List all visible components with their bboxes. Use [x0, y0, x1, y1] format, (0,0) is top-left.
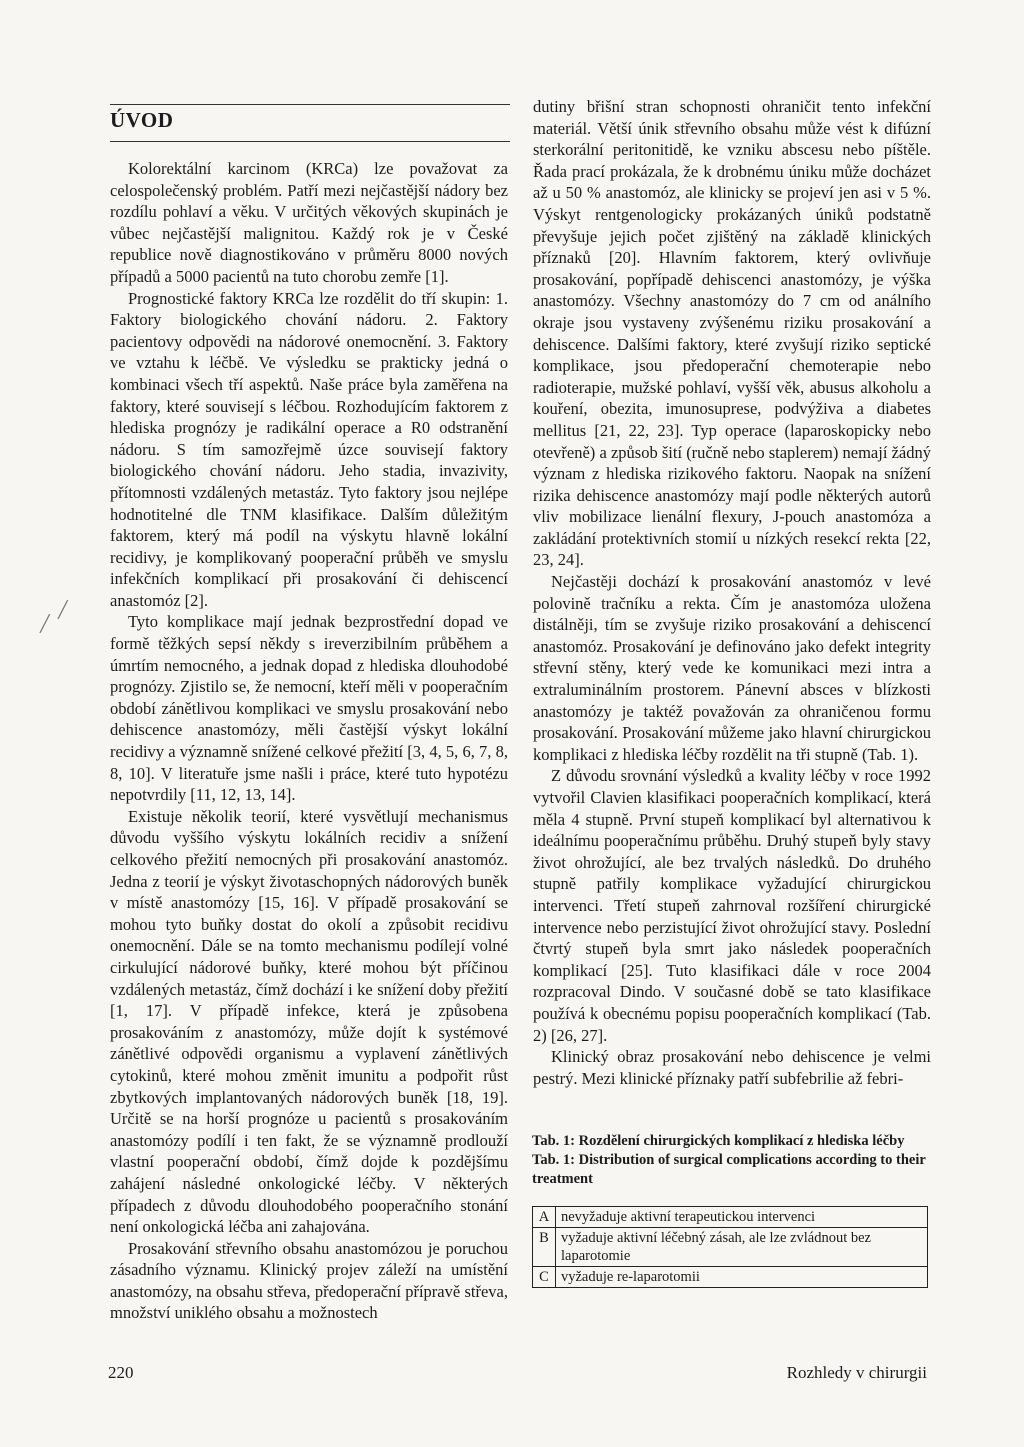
grade-cell: C [533, 1267, 556, 1288]
right-column [533, 96, 931, 1089]
scan-mark: ╱ [58, 602, 68, 619]
heading-bottom-rule [110, 141, 510, 142]
table-row [533, 1207, 928, 1228]
table-caption-english: Tab. 1: Distribution of surgical complications according to their treatment [532, 1152, 926, 1187]
grade-cell: B [533, 1228, 556, 1267]
description-cell: vyžaduje aktivní léčebný zásah, ale lze zvládnout bez laparotomie [556, 1228, 928, 1267]
section-heading: ÚVOD [110, 108, 174, 132]
scan-mark: ╱ [40, 616, 50, 633]
grade-cell: A [533, 1207, 556, 1228]
paragraph: Tyto komplikace mají jednak bezprostřední dopad ve formě těžkých sepsí někdy s ireverzibilním průběhem a úmrtím nemocného, a jednak dopad z hlediska dlouhodobé prognózy. Zjistilo se, že nemocní, kteří měli v pooperačním období zánětlivou komplikaci ve smyslu prosakování nebo dehiscence anastomózy, měli častější výskyt lokální recidivy a významně snížené celkové přežití [3, 4, 5, 6, 7, 8, 8, 10]. V literatuře jsme našli i práce, které tuto hypotézu nepotvrdily [11, 12, 13, 14]. [110, 612, 508, 805]
paragraph: Klinický obraz prosakování nebo dehiscence je velmi pestrý. Mezi klinické příznaky patří subfebrilie až febri- [533, 1047, 931, 1088]
complications-table [532, 1206, 928, 1288]
description-cell: nevyžaduje aktivní terapeutickou intervenci [556, 1207, 928, 1228]
paragraph: Nejčastěji dochází k prosakování anastomóz v levé polovině tračníku a rekta. Čím je anastomóza uložena distálněji, tím se zvyšuje riziko prosakování a dehiscencí anastomóz. Prosakování je definováno jako defekt integrity střevní stěny, který vede ke komunikaci mezi intra a extraluminálním prostorem. Pánevní absces v blízkosti anastomózy je taktéž považován za ohraničenou formu prosakování. Prosakování můžeme jako hlavní chirurgickou komplikaci z hlediska léčby rozdělit na tři stupně (Tab. 1). [533, 572, 931, 764]
table-row [533, 1228, 928, 1267]
table-caption [532, 1132, 932, 1189]
paragraph: Prognostické faktory KRCa lze rozdělit do tří skupin: 1. Faktory biologického chování nádoru. 2. Faktory pacientovy odpovědi na nádorové onemocnění. 3. Faktory ve vztahu k léčbě. Ve výsledku se prakticky jedná o kombinaci všech tří aspektů. Naše práce byla zaměřena na faktory, které souvisejí s léčbou. Rozhodujícím faktorem z hlediska prognózy je radikální operace a R0 odstranění nádoru. S tím samozřejmě úzce souvisejí faktory biologického chování nádoru. Jeho stadia, invazivity, přítomnosti vzdálených metastáz. Tyto faktory jsou nejlépe hodnotitelné dle TNM klasifikace. Dalším důležitým faktorem, který má podíl na výskytu hlavně lokální recidivy, je komplikovaný pooperační průběh ve smyslu infekčních komplikací při prosakování či dehiscencí anastomóz [2]. [110, 288, 508, 610]
page-number: 220 [108, 1363, 134, 1382]
paragraph: Z důvodu srovnání výsledků a kvality léčby v roce 1992 vytvořil Clavien klasifikaci pooperačních komplikací, která měla 4 stupně. První stupeň komplikací byl alternativou k ideálnímu pooperačnímu průběhu. Druhý stupeň byly stavy život ohrožující, ale bez trvalých následků. Do druhého stupně patřily komplikace vyžadující chirurgickou intervenci. Třetí stupeň zahrnoval rozšíření chirurgické intervence nebo perzistující život ohrožující stavy. Poslední čtvrtý stupeň byla smrt jako následek pooperačních komplikací [25]. Tuto klasifikaci dále v roce 2004 rozpracoval Dindo. V současné době se tato klasifikace používá k obecnému popisu pooperačních komplikací (Tab. 2) [26, 27]. [533, 766, 931, 1045]
journal-name: Rozhledy v chirurgii [786, 1363, 927, 1382]
description-cell: vyžaduje re-laparotomii [556, 1267, 928, 1288]
table-caption-czech: Tab. 1: Rozdělení chirurgických komplikací z hlediska léčby [532, 1133, 905, 1149]
paragraph: Kolorektální karcinom (KRCa) lze považovat za celospolečenský problém. Patří mezi nejčastější nádory bez rozdílu pohlaví a věku. V určitých věkových skupinách je vůbec nejčastější malignitou. Každý rok je v České republice nově diagnostikováno v průměru 8000 nových případů a 5000 pacientů na tuto chorobu zemře [1]. [110, 159, 508, 286]
paragraph: dutiny břišní stran schopnosti ohraničit tento infekční materiál. Větší únik střevního obsahu může vést k difúzní sterkorální peritonitidě, ke vzniku abscesu nebo píštěle. Řada prací prokázala, že k drobnému úniku může docházet až u 50 % anastomóz, ale klinicky se projeví jen asi v 5 %. Výskyt rentgenologicky prokázaných úniků podstatně převyšuje jejich počet zjištěný na základě klinických příznaků [20]. Hlavním faktorem, který ovlivňuje prosakování, popřípadě dehiscenci anastomózy, je výška anastomózy. Všechny anastomózy do 7 cm od análního okraje jsou vystaveny zvýšenému riziku prosakování a dehiscence. Dalšími faktory, které zvyšují riziko septické komplikace, jsou předoperační chemoterapie nebo radioterapie, mužské pohlaví, vyšší věk, abusus alkoholu a kouření, obezita, imunosuprese, podvýživa a diabetes mellitus [21, 22, 23]. Typ operace (laparoskopicky nebo otevřeně) a způsob šití (ručně nebo staplerem) nemají žádný význam z hlediska rizikového faktoru. Naopak na snížení rizika dehiscence anastomózy mají podle některých autorů vliv mobilizace lienální flexury, J-pouch anastomóza a zakládání protektivních stomií u nízkých resekcí rekta [22, 23, 24]. [533, 97, 931, 570]
left-column [110, 158, 508, 1324]
paragraph: Existuje několik teorií, které vysvětlují mechanismus důvodu vyššího výskytu lokálních recidiv a snížení celkového přežití nemocných při prosakování anastomóz. Jedna z teorií je výskyt životaschopných nádorových buněk v místě anastomózy [15, 16]. V případě prosakování se mohou tyto buňky dostat do okolí a způsobit recidivu onemocnění. Dále se na tomto mechanismu podílejí volné cirkulující nádorové buňky, které mohou být příčinou vzdálených metastáz, čímž dochází i ke snížení doby přežití [1, 17]. V případě infekce, která je způsobena prosakováním z anastomózy, může dojít k systémové zánětlivé odpovědi organismu a vyplavení zánětlivých cytokinů, které mohou změnit imunitu a podpořit růst zbytkových implantovaných nádorových buněk [18, 19]. Určitě se na horší prognóze u pacientů s prosakováním anastomózy podílí i ten fakt, že se významně prodlouží vlastní pooperační období, čímž dojde k pozdějšímu zahájení následné onkologické léčby. V některých případech z důvodu dlouhodobého pooperačního stonání není onkologická léčba ani zahajována. [110, 806, 508, 1237]
table-row [533, 1267, 928, 1288]
paragraph: Prosakování střevního obsahu anastomózou je poruchou zásadního významu. Klinický projev záleží na umístění anastomózy, na obsahu střeva, předoperační přípravě střeva, množství uniklého obsahu a možnostech [110, 1238, 508, 1323]
heading-top-rule [110, 104, 510, 105]
